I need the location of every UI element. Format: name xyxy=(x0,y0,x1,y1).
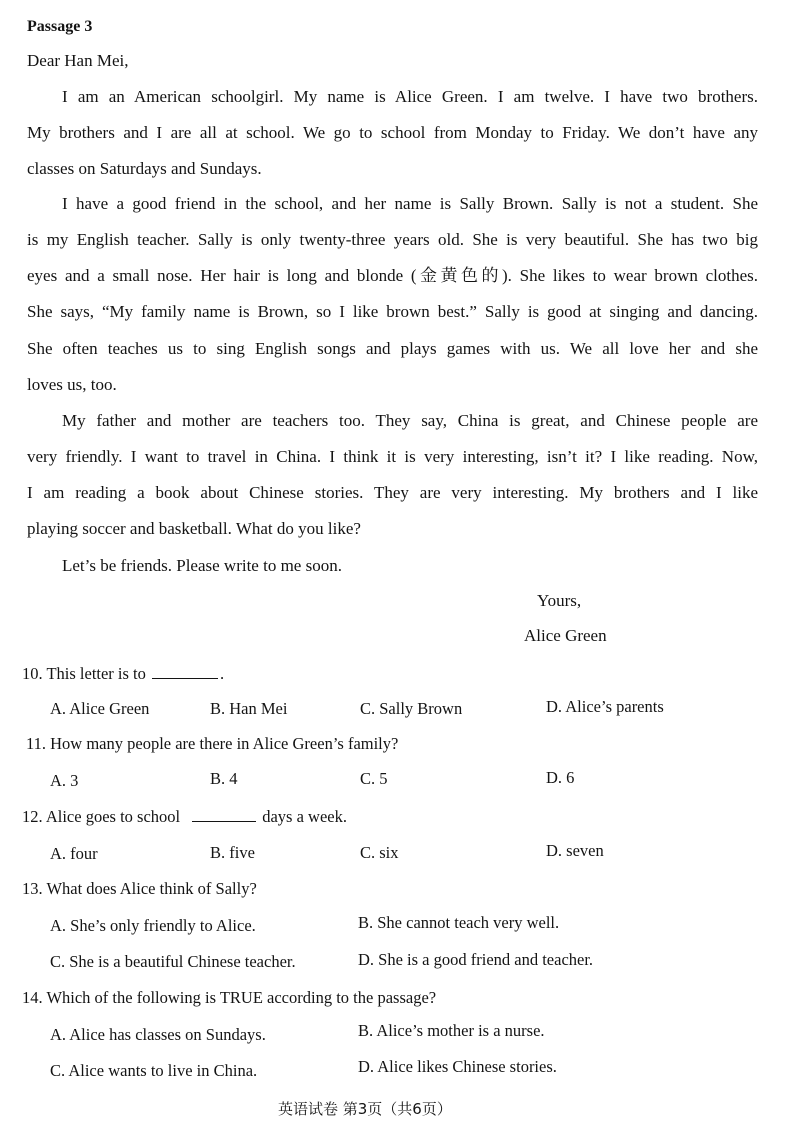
option-c: C. She is a beautiful Chinese teacher. xyxy=(50,952,296,971)
option-d: D. She is a good friend and teacher. xyxy=(358,950,594,969)
passage-line: She says, “My family name is Brown, so I like brown best.” Sally is good at singing and dancing. xyxy=(27,302,758,321)
option-a: A. four xyxy=(50,844,98,863)
passage-line: I am reading a book about Chinese stories. They are very interesting. My brothers and I like xyxy=(27,483,758,502)
passage-line: eyes and a small nose. Her hair is long and blonde (金黄色的). She likes to wear brown clothes. xyxy=(27,266,758,285)
question-stem: 11. How many people are there in Alice Green’s family? xyxy=(26,734,399,753)
question-stem: 13. What does Alice think of Sally? xyxy=(22,879,257,898)
passage-line: She often teaches us to sing English songs and plays games with us. We all love her and she xyxy=(27,339,758,358)
option-a: A. She’s only friendly to Alice. xyxy=(50,916,256,935)
passage-line: My father and mother are teachers too. They say, China is great, and Chinese people are xyxy=(62,411,758,430)
option-a: A. 3 xyxy=(50,771,79,790)
option-d: D. 6 xyxy=(546,768,575,787)
passage-title: Passage 3 xyxy=(27,18,93,35)
option-b: B. She cannot teach very well. xyxy=(358,913,560,932)
option-c: C. 5 xyxy=(360,769,388,788)
question-stem: 14. Which of the following is TRUE according to the passage? xyxy=(22,988,437,1007)
passage-line: very friendly. I want to travel in China. I think it is very interesting, isn’t it? I like reading. Now, xyxy=(27,447,758,466)
question-stem: 12. Alice goes to school xyxy=(22,807,181,826)
question-14 xyxy=(22,987,436,1009)
option-d: D. Alice likes Chinese stories. xyxy=(358,1057,557,1076)
passage-line: I am an American schoolgirl. My name is Alice Green. I am twelve. I have two brothers. xyxy=(62,87,758,106)
passage-line: is my English teacher. Sally is only twenty-three years old. She is very beautiful. She has two big xyxy=(27,230,758,249)
question-stem-end: . xyxy=(220,664,225,683)
answer-blank xyxy=(192,807,256,822)
passage-line: classes on Saturdays and Sundays. xyxy=(27,159,262,178)
question-13 xyxy=(22,878,257,900)
option-d: D. seven xyxy=(546,841,604,860)
option-a: A. Alice Green xyxy=(50,699,150,718)
passage-line: I have a good friend in the school, and her name is Sally Brown. Sally is not a student. She xyxy=(62,194,758,213)
question-11 xyxy=(26,733,398,755)
passage-line: Let’s be friends. Please write to me soon. xyxy=(62,556,342,575)
letter-closing: Yours, xyxy=(537,591,582,610)
passage-line: My brothers and I are all at school. We go to school from Monday to Friday. We don’t have any xyxy=(27,123,758,142)
letter-signature: Alice Green xyxy=(524,626,607,645)
option-d: D. Alice’s parents xyxy=(546,697,664,716)
answer-blank xyxy=(152,664,218,679)
question-stem: 10. This letter is to xyxy=(22,664,146,683)
option-b: B. 4 xyxy=(210,769,238,788)
letter-greeting: Dear Han Mei, xyxy=(27,51,129,70)
option-c: C. six xyxy=(360,843,399,862)
option-b: B. Alice’s mother is a nurse. xyxy=(358,1021,545,1040)
page-footer: 英语试卷 第3页（共6页） xyxy=(278,1100,452,1118)
question-10 xyxy=(22,663,224,685)
option-a: A. Alice has classes on Sundays. xyxy=(50,1025,266,1044)
passage-line: playing soccer and basketball. What do you like? xyxy=(27,519,361,538)
question-stem-end: days a week. xyxy=(262,807,347,826)
question-12 xyxy=(22,806,347,828)
passage-line: loves us, too. xyxy=(27,375,117,394)
option-b: B. Han Mei xyxy=(210,699,288,718)
option-b: B. five xyxy=(210,843,255,862)
option-c: C. Sally Brown xyxy=(360,699,463,718)
option-c: C. Alice wants to live in China. xyxy=(50,1061,258,1080)
